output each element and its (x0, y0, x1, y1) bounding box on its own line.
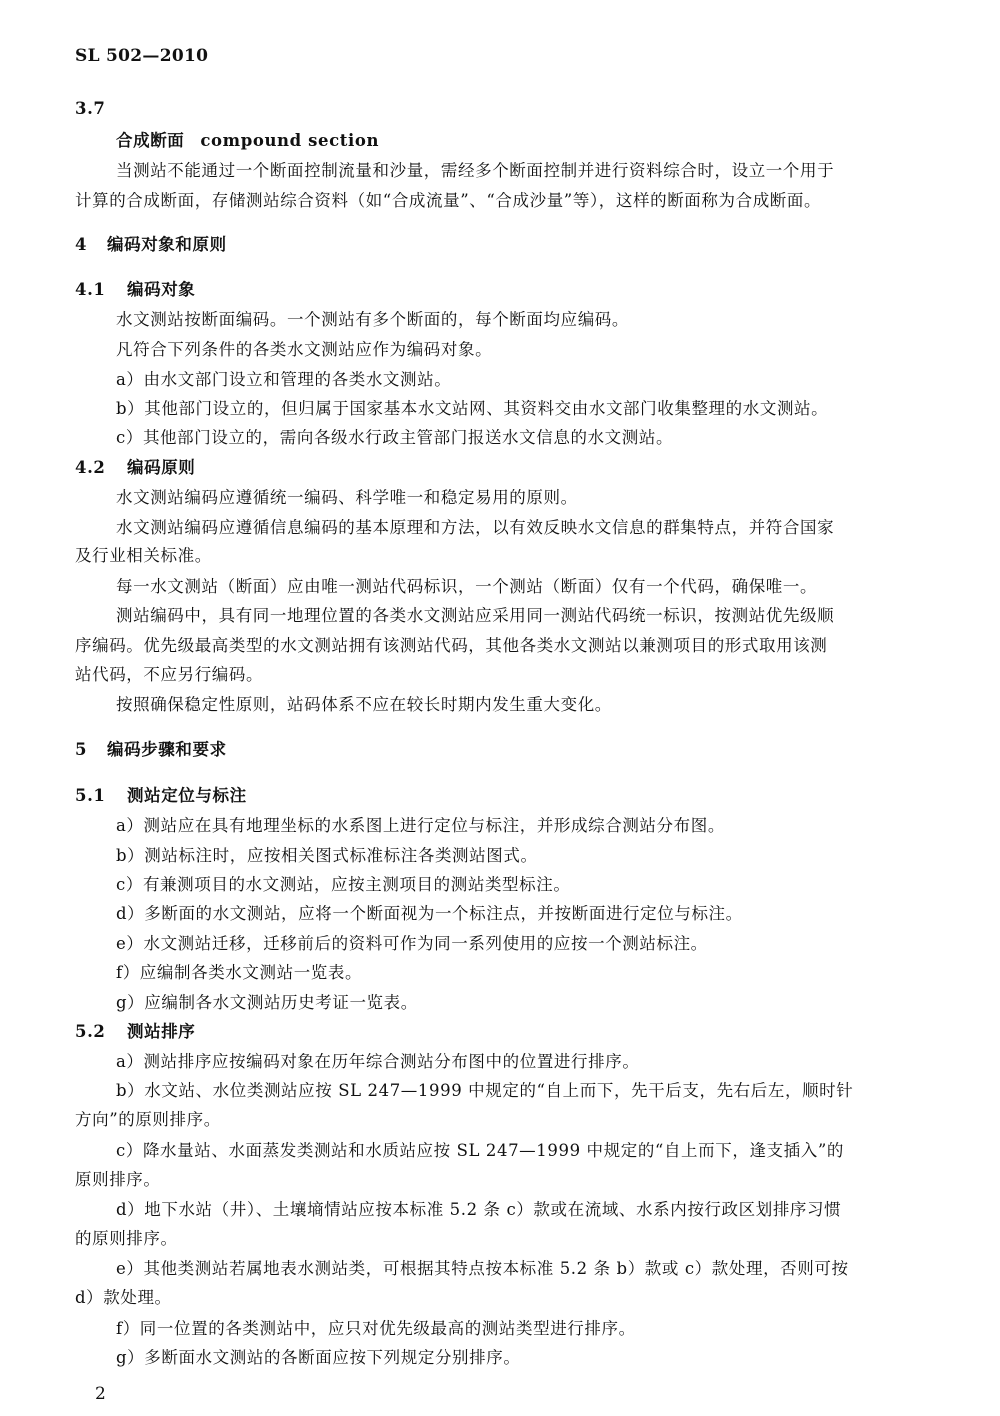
subsection-number: 4.2 (75, 458, 106, 477)
section-number: 5 (75, 740, 88, 759)
list-item: d）多断面的水文测站，应将一个断面视为一个标注点，并按断面进行定位与标注。 (116, 904, 743, 923)
term-heading (116, 130, 379, 152)
paragraph: 水文测站编码应遵循统一编码、科学唯一和稳定易用的原则。 (116, 488, 578, 507)
list-item-line: b）水文站、水位类测站应按 SL 247—1999 中规定的“自上而下，先干后支，先右后左，顺时针 (116, 1081, 854, 1100)
list-item: f）应编制各类水文测站一览表。 (116, 963, 363, 982)
section-number: 4 (75, 235, 88, 254)
list-item: b）测站标注时，应按相关图式标准标注各类测站图式。 (116, 846, 538, 865)
term-chinese: 合成断面 (116, 131, 185, 150)
list-item-line: 的原则排序。 (75, 1229, 178, 1248)
list-item: a）测站排序应按编码对象在历年综合测站分布图中的位置进行排序。 (116, 1052, 640, 1071)
subsection-number: 5.1 (75, 786, 106, 805)
list-item: g）多断面水文测站的各断面应按下列规定分别排序。 (116, 1348, 521, 1367)
subsection-heading-4-1 (75, 279, 195, 301)
list-item: e）水文测站迁移，迁移前后的资料可作为同一系列使用的应按一个测站标注。 (116, 934, 708, 953)
list-item: g）应编制各水文测站历史考证一览表。 (116, 993, 418, 1012)
list-item-line: 原则排序。 (75, 1170, 161, 1189)
paragraph: 每一水文测站（断面）应由唯一测站代码标识，一个测站（断面）仅有一个代码，确保唯一。 (116, 577, 818, 596)
subsection-title: 测站排序 (127, 1022, 196, 1041)
section-title: 编码步骤和要求 (107, 740, 227, 759)
list-item: a）测站应在具有地理坐标的水系图上进行定位与标注，并形成综合测站分布图。 (116, 816, 725, 835)
paragraph-line: 测站编码中，具有同一地理位置的各类水文测站应采用同一测站代码统一标识，按测站优先级顺 (116, 606, 835, 625)
subsection-title: 编码原则 (127, 458, 196, 477)
list-item: f）同一位置的各类测站中，应只对优先级最高的测站类型进行排序。 (116, 1319, 636, 1338)
subsection-heading-4-2 (75, 457, 195, 479)
list-item: c）其他部门设立的，需向各级水行政主管部门报送水文信息的水文测站。 (116, 428, 674, 447)
subsection-heading-5-2 (75, 1021, 195, 1043)
subsection-title: 编码对象 (127, 280, 196, 299)
paragraph: 按照确保稳定性原则，站码体系不应在较长时期内发生重大变化。 (116, 695, 612, 714)
list-item-line: c）降水量站、水面蒸发类测站和水质站应按 SL 247—1999 中规定的“自上而下，逢支插入”的 (116, 1141, 844, 1160)
section-heading-5 (75, 739, 227, 761)
subsection-title: 测站定位与标注 (127, 786, 247, 805)
paragraph-line: 站代码，不应另行编码。 (75, 665, 264, 684)
document-code: SL 502—2010 (75, 46, 209, 66)
paragraph: 水文测站按断面编码。一个测站有多个断面的，每个断面均应编码。 (116, 310, 629, 329)
section-heading-4 (75, 234, 227, 256)
paragraph: 凡符合下列条件的各类水文测站应作为编码对象。 (116, 340, 493, 359)
subsection-number: 4.1 (75, 280, 106, 299)
definition-line-1: 当测站不能通过一个断面控制流量和沙量，需经多个断面控制并进行资料综合时，设立一个用于 (116, 161, 835, 180)
clause-number-3-7: 3.7 (75, 99, 106, 118)
definition-line-2: 计算的合成断面，存储测站综合资料（如“合成流量”、“合成沙量”等），这样的断面称为合成断面。 (75, 191, 822, 210)
term-english: compound section (200, 131, 380, 150)
paragraph-line: 及行业相关标准。 (75, 546, 212, 565)
list-item-line: d）地下水站（井）、土壤墒情站应按本标准 5.2 条 c）款或在流域、水系内按行政区划排序习惯 (116, 1200, 842, 1219)
list-item-line: d）款处理。 (75, 1288, 172, 1307)
list-item: a）由水文部门设立和管理的各类水文测站。 (116, 370, 452, 389)
list-item-line: e）其他类测站若属地表水测站类，可根据其特点按本标准 5.2 条 b）款或 c）款处理，否则可按 (116, 1259, 849, 1278)
section-title: 编码对象和原则 (107, 235, 227, 254)
subsection-number: 5.2 (75, 1022, 106, 1041)
page-number: 2 (95, 1384, 107, 1404)
list-item-line: 方向”的原则排序。 (75, 1110, 221, 1129)
subsection-heading-5-1 (75, 785, 247, 807)
list-item: c）有兼测项目的水文测站，应按主测项目的测站类型标注。 (116, 875, 571, 894)
list-item: b）其他部门设立的，但归属于国家基本水文站网、其资料交由水文部门收集整理的水文测站。 (116, 399, 829, 418)
paragraph-line: 水文测站编码应遵循信息编码的基本原理和方法，以有效反映水文信息的群集特点，并符合国家 (116, 518, 835, 537)
paragraph-line: 序编码。优先级最高类型的水文测站拥有该测站代码，其他各类水文测站以兼测项目的形式取用该测 (75, 636, 828, 655)
